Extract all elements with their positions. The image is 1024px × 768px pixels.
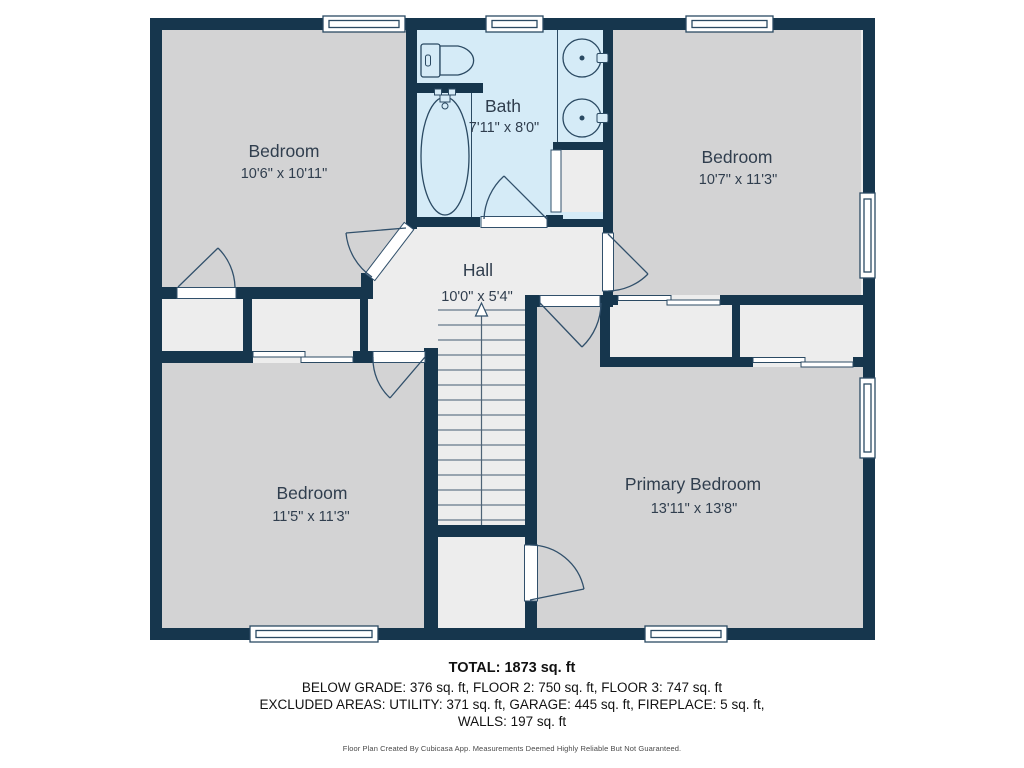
wall-bath-bottom (406, 217, 480, 227)
window-bottom-primary (645, 626, 727, 642)
wall-closet-left (600, 297, 610, 367)
wall-outer-right (863, 18, 875, 640)
door-linen-closet (551, 150, 561, 212)
label-bedroom-top-left: Bedroom (248, 141, 320, 161)
summary-walls: WALLS: 197 sq. ft (457, 714, 567, 729)
wall-stair-bottom (424, 525, 537, 537)
dims-primary-bedroom: 13'11" x 13'8" (650, 501, 738, 517)
dims-bedroom-top-right: 10'7" x 11'3" (698, 172, 778, 188)
dims-bedroom-bottom-left: 11'5" x 11'3" (272, 509, 350, 525)
under-stair-room (440, 537, 525, 628)
window-right-bedroom-tr (860, 193, 875, 278)
wall-understair-a (525, 537, 537, 545)
dims-hall: 10'0" x 5'4" (441, 289, 513, 305)
sliding-door-panel (753, 358, 805, 363)
wall-stair-right (525, 295, 537, 537)
sliding-door-panel (801, 362, 853, 367)
wall-bath-left (406, 30, 417, 215)
toilet-icon (421, 44, 474, 77)
wall-bedroom-tl-bottom-a (150, 287, 177, 299)
closet-top-right-b (740, 305, 863, 357)
wall-bedroom-bl-right (424, 348, 438, 628)
label-bedroom-top-right: Bedroom (701, 147, 773, 167)
window-bath (486, 16, 543, 32)
summary-excluded: EXCLUDED AREAS: UTILITY: 371 sq. ft, GARAGE: 445 sq. ft, FIREPLACE: 5 sq. ft, (259, 697, 765, 712)
sliding-door-panel (301, 357, 353, 363)
wall-closet-bottom-a (600, 357, 753, 367)
wall-outer-left (150, 18, 162, 640)
window-top-right-bedroom (686, 16, 773, 32)
window-top-left-bedroom (323, 16, 405, 32)
sliding-door-panel (253, 352, 305, 358)
wall-closet-bottom-b (853, 357, 863, 367)
wall-linen-bottom (553, 219, 610, 227)
label-bedroom-bottom-left: Bedroom (276, 483, 348, 503)
wall-closet-divider-right (732, 305, 740, 357)
wall-linen-top (553, 142, 610, 150)
wall-bedroom-bl-top-b (425, 351, 438, 363)
area-summary (0, 660, 1024, 730)
sliding-door-panel (667, 300, 720, 305)
wall-bedroom-tl-bottom-b (235, 287, 361, 299)
disclaimer-text: Floor Plan Created By Cubicasa App. Measurements Deemed Highly Reliable But Not Guaranteed. (342, 744, 682, 753)
window-right-primary (860, 378, 875, 458)
wall-closet-divider-left (243, 299, 252, 351)
wall-bedroom-tr-bottom-b (720, 295, 863, 305)
summary-floors: BELOW GRADE: 376 sq. ft, FLOOR 2: 750 sq. ft, FLOOR 3: 747 sq. ft (301, 680, 723, 695)
dims-bedroom-top-left: 10'6" x 10'11" (240, 166, 328, 182)
closet-top-right-a (610, 305, 732, 357)
summary-total: TOTAL: 1873 sq. ft (448, 660, 576, 676)
window-bottom-bedroom-bl (250, 626, 378, 642)
wall-bedroom-tr-bottom-a (613, 295, 618, 305)
sliding-door-panel (618, 296, 671, 301)
dims-bath: 7'11" x 8'0" (468, 120, 540, 136)
linen-closet (561, 150, 603, 212)
label-primary-bedroom: Primary Bedroom (624, 474, 762, 494)
wall-understair-b (525, 600, 537, 628)
label-bath: Bath (485, 96, 521, 116)
label-hall: Hall (462, 260, 494, 280)
